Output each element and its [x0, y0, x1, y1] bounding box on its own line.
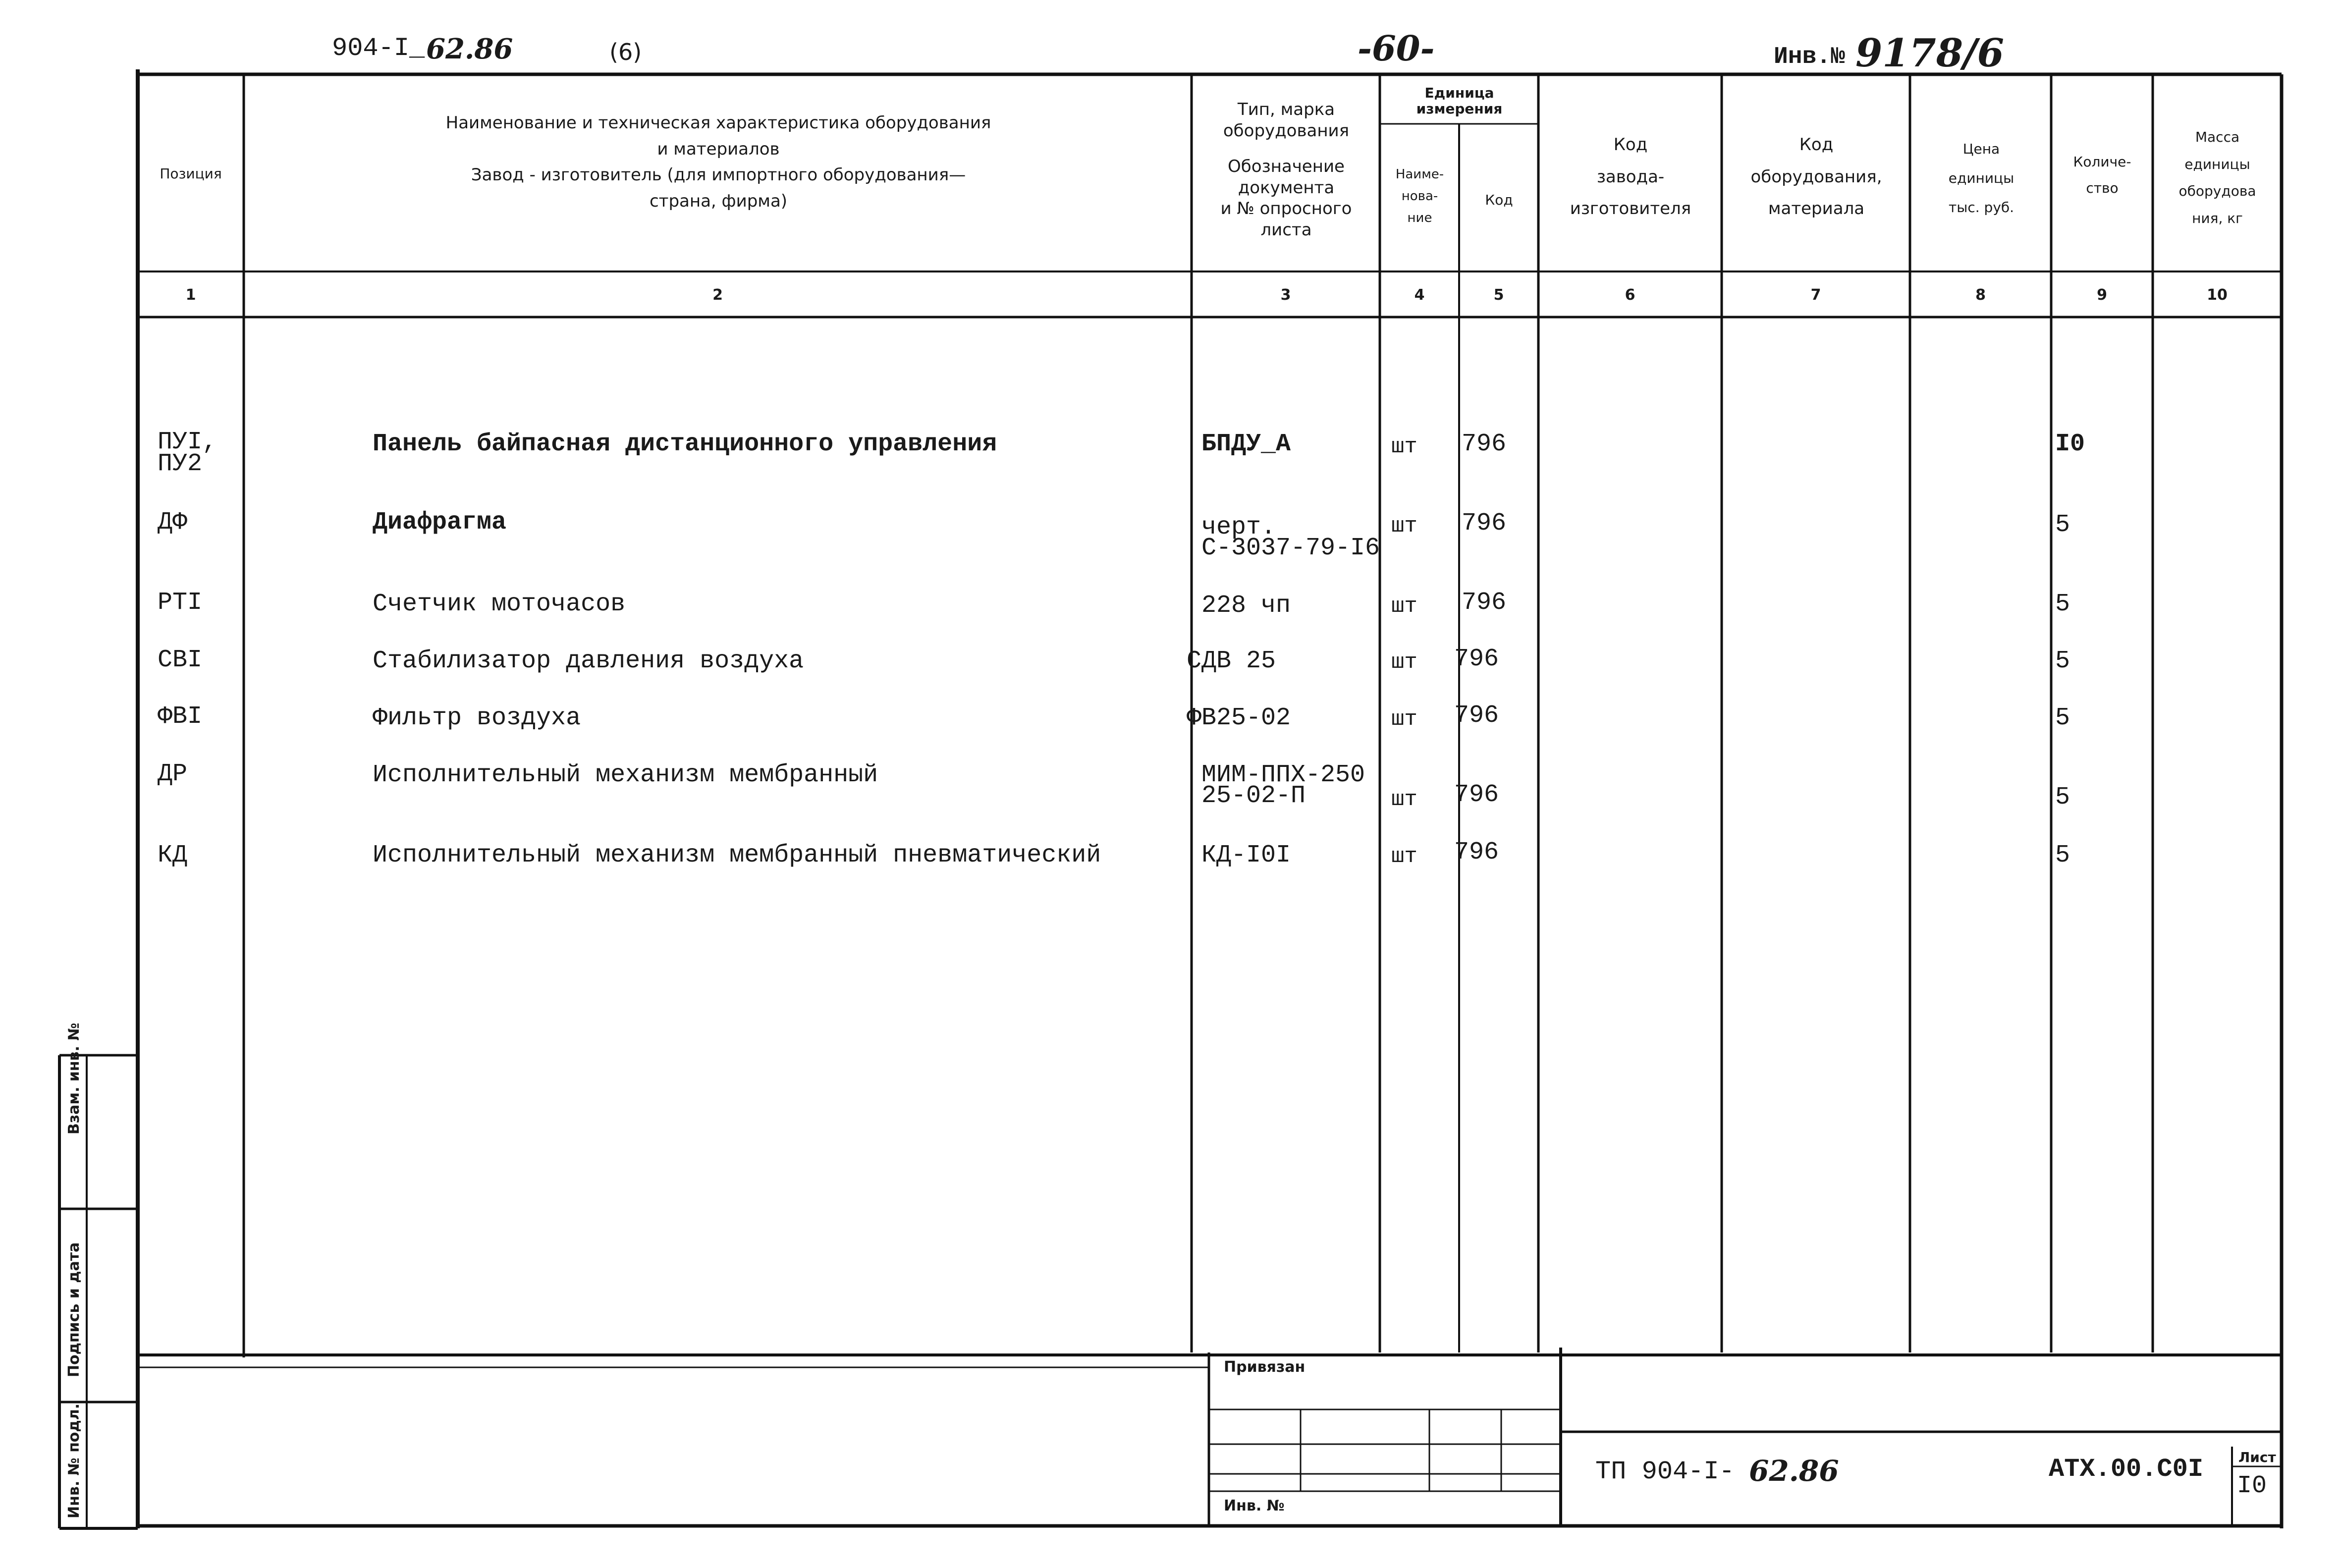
- header-unit-name-3: ние: [1407, 211, 1432, 226]
- row-unit: шт: [1391, 844, 1417, 869]
- doc-number-prefix: 904-I_: [332, 34, 425, 63]
- row-code: 796: [1454, 702, 1499, 730]
- header-mass: [2154, 124, 2281, 232]
- row-quantity: 5: [2055, 511, 2070, 539]
- row-position: ПУI,: [158, 428, 218, 456]
- side-stamp-inv-podl: Инв. № подл.: [65, 1403, 83, 1518]
- row-quantity: I0: [2055, 430, 2085, 458]
- row-code: 796: [1462, 509, 1507, 538]
- header-unit-code: Код: [1485, 192, 1513, 208]
- header-mass-line1: Масса: [2195, 129, 2240, 145]
- header-type-line4: документа: [1238, 177, 1335, 198]
- row-name: Стабилизатор давления воздуха: [373, 647, 804, 675]
- header-equip-line2: оборудования,: [1750, 166, 1882, 187]
- column-number: 3: [1280, 286, 1291, 304]
- header-maker-line3: изготовителя: [1570, 199, 1691, 219]
- header-name-line2: и материалов: [657, 139, 780, 159]
- row-code: 796: [1454, 838, 1499, 866]
- header-price-line1: Цена: [1962, 141, 2000, 157]
- row-position: ДФ: [158, 508, 188, 537]
- row-unit: шт: [1391, 594, 1417, 619]
- title-block-privyazan: Привязан: [1224, 1358, 1306, 1376]
- header-unit-name: [1381, 163, 1458, 229]
- side-stamp-signature-date: Подпись и дата: [65, 1242, 83, 1377]
- header-equipment-code: [1724, 129, 1908, 225]
- title-block-sheet-label: Лист: [2238, 1449, 2276, 1465]
- column-number: 8: [1975, 286, 1986, 304]
- row-unit: шт: [1391, 787, 1417, 812]
- row-quantity: 5: [2055, 590, 2070, 618]
- header-maker-line1: Код: [1613, 135, 1648, 155]
- row-name: Фильтр воздуха: [373, 704, 581, 732]
- header-unit: [1381, 85, 1537, 117]
- title-block-inv-no: Инв. №: [1224, 1497, 1285, 1514]
- column-number: 4: [1414, 286, 1425, 304]
- title-block-tp-prefix: ТП 904-I-: [1595, 1457, 1735, 1486]
- row-name: Исполнительный механизм мембранный пневматический: [373, 841, 1101, 869]
- header-position: Позиция: [160, 165, 222, 182]
- row-unit: шт: [1391, 434, 1417, 459]
- title-block-sheet-number: I0: [2237, 1472, 2267, 1500]
- row-type-2: 25-02-П: [1201, 782, 1306, 810]
- row-unit: шт: [1391, 514, 1417, 539]
- row-name: Счетчик моточасов: [373, 590, 626, 618]
- row-type: ФВ25-02: [1187, 704, 1291, 732]
- row-quantity: 5: [2055, 783, 2070, 811]
- header-quantity: [2053, 149, 2152, 201]
- sheet-paren: (6): [609, 39, 642, 65]
- row-position: КД: [158, 841, 188, 869]
- header-type-line2: оборудования: [1223, 120, 1350, 141]
- row-name: Диафрагма: [373, 508, 507, 537]
- column-number: 6: [1625, 286, 1635, 304]
- row-position-2: ПУ2: [158, 450, 203, 478]
- header-unit-line2: измерения: [1416, 101, 1503, 117]
- inventory-label: Инв.№: [1774, 44, 1846, 70]
- row-code: 796: [1454, 645, 1499, 673]
- doc-number-handwritten: 62.86: [426, 33, 513, 65]
- header-name-line1: Наименование и техническая характеристика оборудования: [445, 113, 991, 133]
- row-position: PTI: [158, 589, 203, 617]
- row-code: 796: [1454, 781, 1499, 809]
- column-number: 2: [712, 286, 723, 304]
- header-price-line3: тыс. руб.: [1948, 199, 2014, 216]
- row-unit: шт: [1391, 707, 1417, 732]
- row-code: 796: [1462, 430, 1507, 458]
- row-type-2: С-3037-79-I6: [1201, 534, 1380, 562]
- header-type-line3: Обозначение: [1228, 157, 1345, 176]
- header-qty-line1: Количе-: [2073, 154, 2131, 170]
- row-type: 228 чп: [1201, 592, 1291, 620]
- header-unit-name-2: нова-: [1401, 189, 1438, 204]
- column-number: 7: [1810, 286, 1821, 304]
- row-name: Панель байпасная дистанционного управления: [373, 430, 997, 458]
- column-number: 5: [1493, 286, 1504, 304]
- header-maker-line2: завода-: [1596, 166, 1665, 187]
- header-unit-name-1: Наиме-: [1395, 167, 1444, 182]
- header-mass-line3: оборудова: [2178, 183, 2256, 200]
- column-number: 10: [2207, 286, 2228, 304]
- header-maker-code: [1541, 129, 1720, 225]
- header-equip-line1: Код: [1799, 135, 1834, 155]
- column-number: 9: [2097, 286, 2107, 304]
- header-type-line5: и № опросного: [1220, 199, 1352, 218]
- header-type-line1: Тип, марка: [1237, 100, 1335, 119]
- column-number: 1: [185, 286, 196, 304]
- title-block-tp-handwritten: 62.86: [1749, 1454, 1839, 1488]
- row-type: СДВ 25: [1187, 647, 1276, 675]
- header-mass-line4: ния, кг: [2192, 210, 2243, 226]
- header-name-line3: Завод - изготовитель (для импортного оборудования—: [471, 165, 966, 185]
- inventory-number-handwritten: 9178/6: [1855, 31, 2004, 76]
- row-unit: шт: [1391, 650, 1417, 675]
- row-quantity: 5: [2055, 647, 2070, 675]
- header-type-line6: листа: [1260, 219, 1312, 240]
- row-name: Исполнительный механизм мембранный: [373, 761, 878, 789]
- row-type: КД-I0I: [1201, 841, 1291, 869]
- header-qty-line2: ство: [2086, 180, 2119, 197]
- row-type: МИМ-ППХ-250: [1201, 761, 1365, 789]
- header-equip-line3: материала: [1768, 199, 1865, 219]
- header-name: [248, 110, 1189, 215]
- header-type: [1194, 99, 1378, 240]
- header-price: [1912, 135, 2050, 222]
- header-unit-line1: Единица: [1424, 85, 1494, 101]
- row-quantity: 5: [2055, 704, 2070, 732]
- row-type: черт.: [1201, 513, 1276, 541]
- header-mass-line2: единицы: [2184, 156, 2250, 172]
- page-number: -60-: [1358, 28, 1435, 69]
- row-type: БПДУ_А: [1201, 430, 1291, 458]
- row-quantity: 5: [2055, 841, 2070, 869]
- row-position: ФВI: [158, 703, 203, 731]
- header-price-line2: единицы: [1948, 169, 2014, 186]
- row-position: CBI: [158, 646, 203, 674]
- row-position: ДР: [158, 760, 188, 788]
- row-code: 796: [1462, 589, 1507, 617]
- side-stamp-vzam: Взам. инв. №: [65, 1023, 83, 1135]
- header-name-line4: страна, фирма): [649, 191, 788, 212]
- title-block-doc-code: АТХ.00.С0I: [2049, 1455, 2204, 1484]
